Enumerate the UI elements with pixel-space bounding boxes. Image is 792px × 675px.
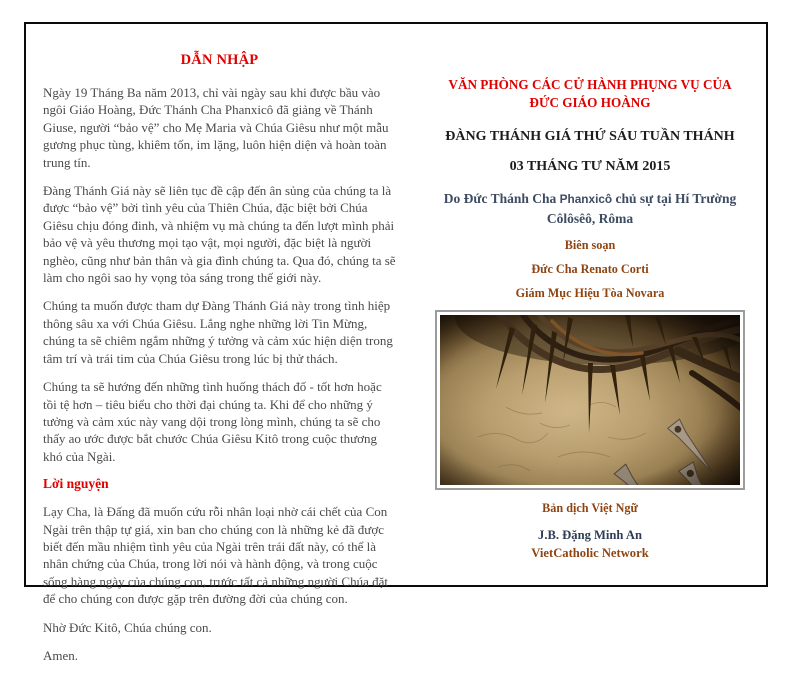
prayer-paragraph: Lạy Cha, là Đấng đã muốn cứu rỗi nhân loại nhờ cái chết của Con Ngài trên thập tự giá, xin ban cho chúng con là những kẻ đã được biết đến mầu nhiệm tình yêu của Ngài trên trái đất này, có thể là nhân chứng của Chúa, trong lời nói và hành động, và trong cuộc sống hàng ngày của chúng con, trước tất cả những người Chúa đặt để cho chúng con được gặp trên đường đời của chúng con.	[43, 504, 388, 607]
intro-paragraph-3: Chúng ta muốn được tham dự Đàng Thánh Giá này trong tình hiệp thông sâu xa với Chúa Giêsu. Lắng nghe những lời Tin Mừng, chúng ta sẽ chiêm ngắm những ý tưởng và cảm xúc hiện diện trong tâm trí và trái tim của Chúa Giêsu trong lúc bị thử thách.	[43, 298, 393, 366]
author-name: Đức Cha Renato Corti	[531, 262, 649, 276]
presider-suffix: chủ sự tại Hí Trường	[612, 191, 737, 206]
right-column	[410, 76, 770, 561]
office-heading-line2: ĐỨC GIÁO HOÀNG	[529, 95, 651, 110]
intro-paragraph-2: Đàng Thánh Giá này sẽ liên tục đề cập đến ân sủng của chúng ta là được “bảo vệ” bởi tình yêu của Thiên Chúa, đặc biệt bởi Chúa Giêsu chịu đóng đinh, và nhiệm vụ mà chúng ta đến lượt mình phải bảo vệ và yêu thương mọi tạo vật, mọi người, đặc biệt là người nghèo, cũng như bản thân và gia đình chúng ta. Qua đó, chúng ta sẽ làm cho ngôi sao hy vọng tỏa sáng trong thế giới này.	[43, 183, 396, 286]
compiled-label: Biên soạn	[564, 238, 616, 252]
translation-label: Bản dịch Việt Ngữ	[542, 501, 638, 515]
organization-name: VietCatholic Network	[531, 546, 649, 560]
author-title: Giám Mục Hiệu Tòa Novara	[515, 286, 665, 300]
intro-heading: DẪN NHẬP	[180, 52, 259, 68]
office-heading-line1: VĂN PHÒNG CÁC CỬ HÀNH PHỤNG VỤ CỦA	[448, 77, 732, 92]
translator-name: J.B. Đặng Minh An	[538, 528, 642, 542]
amen-line: Amen.	[43, 647, 79, 663]
intro-paragraph-4: Chúng ta sẽ hướng đến những tình huống thách đố - tốt hơn hoặc tồi tệ hơn – tiêu biểu cho thời đại chúng ta. Khi để cho những ý tưởng và cảm xúc này vang dội trong lòng mình, chúng ta sẽ cho thấy ao ước được bắt chước Chúa Giêsu Kitô trong cuộc thương khó của Ngài.	[43, 379, 382, 464]
photo-frame	[435, 310, 745, 490]
presider-line	[410, 189, 770, 228]
event-date: 03 THÁNG TƯ NĂM 2015	[509, 159, 671, 174]
presider-name: Phanxicô	[559, 192, 613, 206]
page-border	[24, 22, 768, 663]
presider-prefix: Do Đức Thánh Cha	[443, 191, 560, 206]
prayer-heading: Lời nguyện	[43, 476, 109, 492]
presider-line2: Côlôsêô, Rôma	[546, 211, 634, 226]
left-column	[43, 52, 396, 675]
office-heading	[410, 76, 770, 112]
crown-of-thorns-photo	[440, 315, 740, 485]
event-title: ĐÀNG THÁNH GIÁ THỨ SÁU TUẦN THÁNH	[445, 129, 735, 144]
intro-paragraph-1: Ngày 19 Tháng Ba năm 2013, chỉ vài ngày sau khi được bầu vào ngôi Giáo Hoàng, Đức Thánh Cha Phanxicô đã giảng về Thánh Giuse, người “bảo vệ” cho Mẹ Maria và Chúa Giêsu như một mẫu gương phục tùng, khiêm tốn, im lặng, luôn hiện diện và hoàn toàn trung tín.	[43, 85, 389, 170]
closing-line: Nhờ Đức Kitô, Chúa chúng con.	[43, 619, 212, 635]
